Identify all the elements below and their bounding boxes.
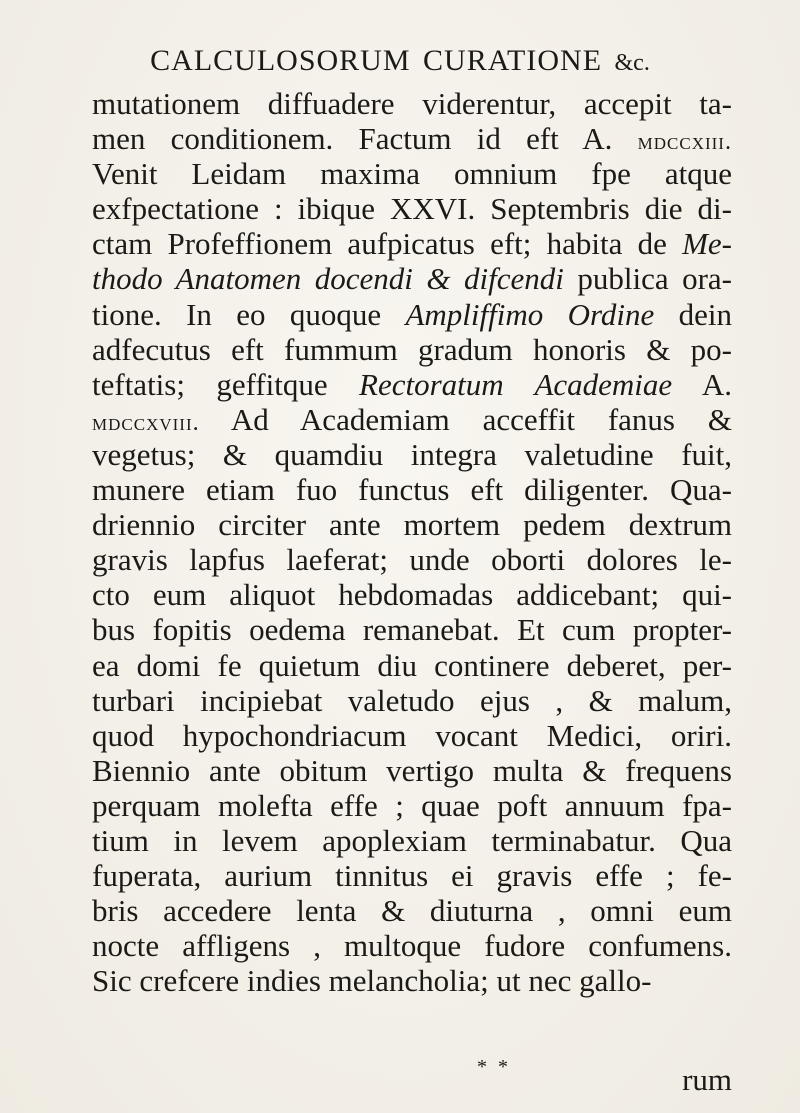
- text-segment: vegetus; & quamdiu integra valetudine fuit,: [92, 436, 732, 472]
- italic-phrase: Rectoratum Academiae: [359, 366, 673, 402]
- text-segment: bris accedere lenta & diuturna , omni eum: [92, 893, 732, 929]
- text-segment: A.: [672, 366, 732, 402]
- text-line: [92, 507, 732, 542]
- text-line: [92, 261, 732, 296]
- text-line: [92, 612, 732, 647]
- text-line: [92, 718, 732, 753]
- text-segment: tium in levem apoplexiam terminabatur. Qua: [92, 822, 732, 858]
- text-segment: bus fopitis oedema remanebat. Et cum propter-: [92, 612, 732, 648]
- text-line: [92, 402, 732, 437]
- text-segment: Venit Leidam maxima omnium fpe atque: [92, 156, 732, 192]
- text-line: [92, 542, 732, 577]
- text-line: [92, 367, 732, 402]
- text-segment: turbari incipiebat valetudo ejus , & malum,: [92, 682, 732, 718]
- text-line: [92, 156, 732, 191]
- text-segment: teftatis; geffitque: [92, 366, 360, 402]
- text-segment: Ad Academiam acceffit fanus &: [199, 401, 732, 437]
- running-title: CALCULOSORUM CURATIONE: [150, 44, 603, 77]
- text-line: [92, 788, 732, 823]
- roman-numeral: mdccxiii.: [637, 128, 732, 156]
- text-line: [92, 963, 732, 998]
- text-segment: dein: [654, 296, 733, 332]
- catchword: rum: [682, 1062, 732, 1097]
- text-segment: adfecutus eft fummum gradum honoris & po-: [92, 331, 732, 367]
- italic-phrase: Me-: [682, 226, 732, 262]
- text-segment: cto eum aliquot hebdomadas addicebant; qui-: [92, 577, 732, 613]
- text-line: [92, 226, 732, 261]
- text-line: [92, 577, 732, 612]
- text-segment: men conditionem. Factum id eft A.: [92, 121, 638, 157]
- text-segment: gravis lapfus laeferat; unde oborti dolores le-: [92, 542, 732, 578]
- text-segment: ea domi fe quietum diu continere deberet, per-: [92, 647, 732, 683]
- text-segment: driennio circiter ante mortem pedem dextrum: [92, 507, 732, 543]
- text-line: [92, 191, 732, 226]
- text-line: [92, 437, 732, 472]
- roman-numeral: mdccxviii.: [92, 408, 200, 436]
- page-footer: [92, 1056, 732, 1097]
- text-line: [92, 753, 732, 788]
- text-segment: fuperata, aurium tinnitus ei gravis effe ; fe-: [92, 858, 732, 894]
- signature-mark: * *: [477, 1056, 511, 1078]
- text-segment: Sic crefcere indies melancholia; ut nec gallo-: [92, 963, 652, 999]
- text-segment: munere etiam fuo functus eft diligenter. Qua-: [92, 472, 732, 508]
- text-line: [92, 297, 732, 332]
- running-title-etc: &c.: [614, 50, 650, 76]
- text-line: [92, 928, 732, 963]
- text-line: [92, 332, 732, 367]
- body-text: [92, 86, 732, 998]
- italic-phrase: Ampliffimo Ordine: [405, 296, 655, 332]
- text-segment: tione. In eo quoque: [92, 296, 406, 332]
- text-segment: perquam molefta effe ; quae poft annuum fpa-: [92, 787, 732, 823]
- text-segment: mutationem diffuadere viderentur, accepit ta-: [92, 86, 732, 121]
- text-line: [92, 86, 732, 121]
- text-segment: Biennio ante obitum vertigo multa & frequens: [92, 752, 732, 788]
- text-segment: nocte affligens , multoque fudore confumens.: [92, 928, 732, 964]
- text-line: [92, 858, 732, 893]
- text-segment: ctam Profeffionem aufpicatus eft; habita de: [92, 226, 683, 262]
- text-segment: publica ora-: [563, 261, 732, 297]
- text-line: [92, 472, 732, 507]
- text-line: [92, 893, 732, 928]
- text-segment: exfpectatione : ibique XXVI. Septembris die di-: [92, 191, 732, 227]
- text-line: [92, 823, 732, 858]
- text-line: [92, 648, 732, 683]
- text-line: [92, 683, 732, 718]
- text-segment: quod hypochondriacum vocant Medici, oriri.: [92, 717, 732, 753]
- italic-phrase: thodo Anatomen docendi & difcendi: [92, 261, 564, 297]
- running-head: [0, 44, 800, 78]
- text-line: [92, 121, 732, 156]
